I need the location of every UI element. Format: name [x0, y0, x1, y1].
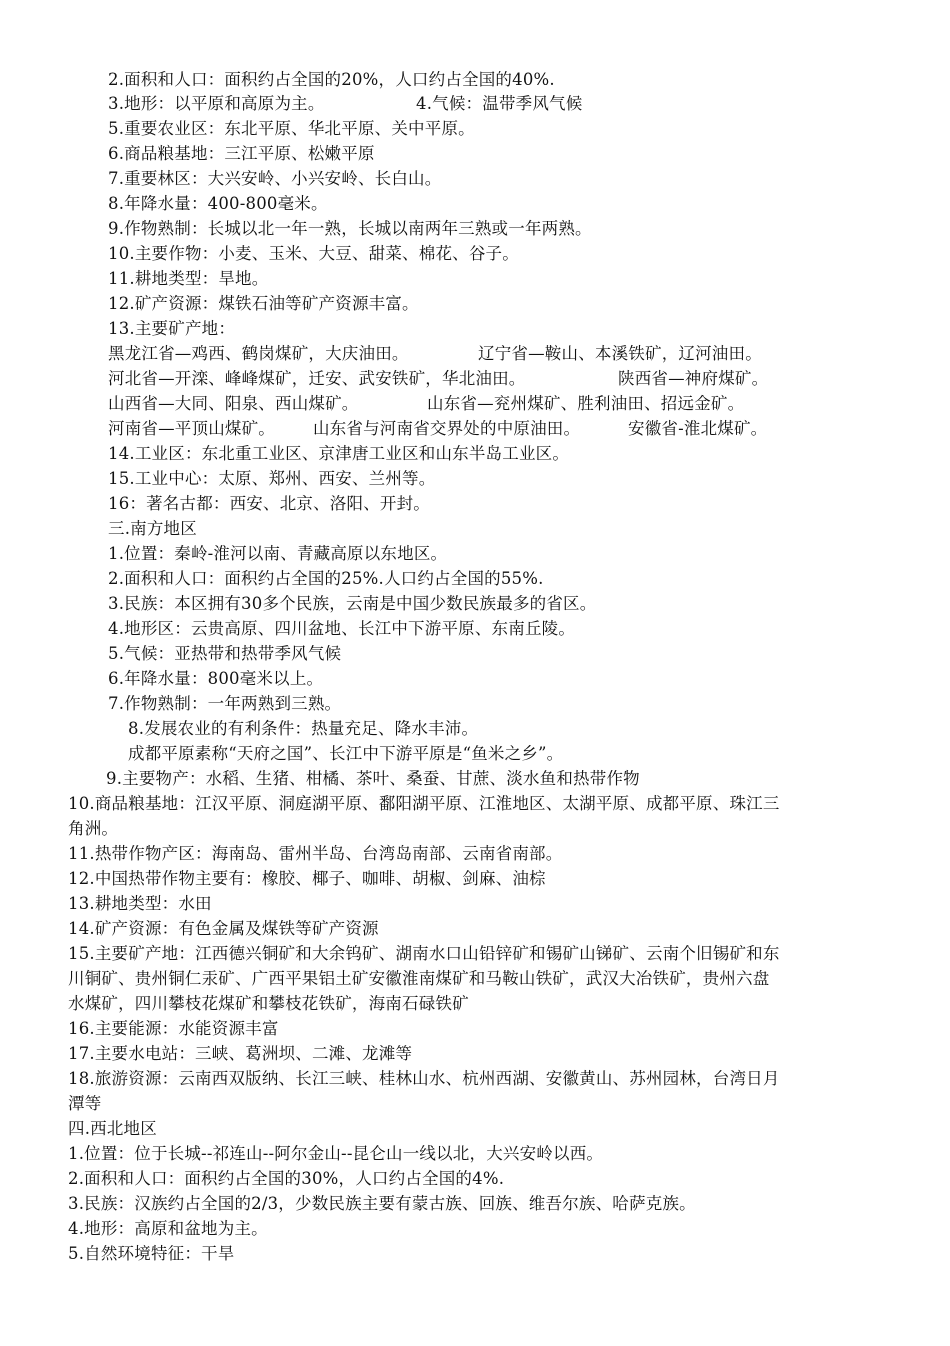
text-line: 10.商品粮基地：江汉平原、洞庭湖平原、鄱阳湖平原、江淮地区、太湖平原、成都平原、珠江三 [68, 794, 780, 813]
text-line: 潭等 [68, 1094, 102, 1113]
text-line: 5.气候：亚热带和热带季风气候 [108, 644, 342, 663]
text-line: 5.自然环境特征：干旱 [68, 1244, 235, 1263]
text-line: 3.民族：本区拥有30多个民族，云南是中国少数民族最多的省区。 [108, 594, 597, 613]
text-line: 山东省与河南省交界处的中原油田。 [313, 419, 581, 438]
text-line: 1.位置：秦岭-淮河以南、青藏高原以东地区。 [108, 544, 448, 563]
text-line: 17.主要水电站：三峡、葛洲坝、二滩、龙滩等 [68, 1044, 413, 1063]
text-line: 河南省—平顶山煤矿。 [108, 419, 275, 438]
text-line: 15.工业中心：太原、郑州、西安、兰州等。 [108, 469, 436, 488]
text-line: 安徽省-淮北煤矿。 [628, 419, 768, 438]
text-line: 山东省—兖州煤矿、胜利油田、招远金矿。 [427, 394, 745, 413]
text-line: 18.旅游资源：云南西双版纳、长江三峡、桂林山水、杭州西湖、安徽黄山、苏州园林，台湾日月 [68, 1069, 780, 1088]
section-heading: 四.西北地区 [68, 1119, 157, 1138]
text-line: 山西省—大同、阳泉、西山煤矿。 [108, 394, 359, 413]
text-line: 4.地形：高原和盆地为主。 [68, 1219, 268, 1238]
text-line: 11.耕地类型：旱地。 [108, 269, 269, 288]
text-line: 15.主要矿产地：江西德兴铜矿和大余钨矿、湖南水口山铅锌矿和锡矿山锑矿、云南个旧锡矿和东 [68, 944, 780, 963]
text-line: 12.中国热带作物主要有：橡胶、椰子、咖啡、胡椒、剑麻、油棕 [68, 869, 546, 888]
text-line: 角洲。 [68, 819, 119, 838]
text-line: 9.主要物产：水稻、生猪、柑橘、茶叶、桑蚕、甘蔗、淡水鱼和热带作物 [106, 769, 640, 788]
text-line: 11.热带作物产区：海南岛、雷州半岛、台湾岛南部、云南省南部。 [68, 844, 563, 863]
text-line: 4.气候：温带季风气候 [416, 94, 583, 113]
text-line: 7.作物熟制：一年两熟到三熟。 [108, 694, 342, 713]
text-line: 1.位置：位于长城--祁连山--阿尔金山--昆仑山一线以北，大兴安岭以西。 [68, 1144, 604, 1163]
text-line: 14.工业区：东北重工业区、京津唐工业区和山东半岛工业区。 [108, 444, 570, 463]
text-line: 4.地形区：云贵高原、四川盆地、长江中下游平原、东南丘陵。 [108, 619, 576, 638]
text-line: 10.主要作物：小麦、玉米、大豆、甜菜、棉花、谷子。 [108, 244, 519, 263]
text-line: 16.主要能源：水能资源丰富 [68, 1019, 279, 1038]
text-line: 14.矿产资源：有色金属及煤铁等矿产资源 [68, 919, 379, 938]
text-line: 8.发展农业的有利条件：热量充足、降水丰沛。 [128, 719, 479, 738]
text-line: 6.商品粮基地：三江平原、松嫩平原 [108, 144, 375, 163]
text-line: 3.地形：以平原和高原为主。 [108, 94, 325, 113]
text-line: 16：著名古都：西安、北京、洛阳、开封。 [108, 494, 430, 513]
text-line: 13.耕地类型：水田 [68, 894, 212, 913]
text-line: 3.民族：汉族约占全国的2/3，少数民族主要有蒙古族、回族、维吾尔族、哈萨克族。 [68, 1194, 696, 1213]
section-heading: 三.南方地区 [108, 519, 197, 538]
text-line: 2.面积和人口：面积约占全国的30%，人口约占全国的4%. [68, 1169, 505, 1188]
text-line: 6.年降水量：800毫米以上。 [108, 669, 324, 688]
text-line: 7.重要林区：大兴安岭、小兴安岭、长白山。 [108, 169, 442, 188]
text-line: 河北省—开滦、峰峰煤矿，迁安、武安铁矿，华北油田。 [108, 369, 526, 388]
text-line: 川铜矿、贵州铜仁汞矿、广西平果铝土矿安徽淮南煤矿和马鞍山铁矿，武汉大冶铁矿，贵州六盘 [68, 969, 770, 988]
text-line: 黑龙江省—鸡西、鹤岗煤矿，大庆油田。 [108, 344, 409, 363]
text-line: 5.重要农业区：东北平原、华北平原、关中平原。 [108, 119, 475, 138]
text-line: 陕西省—神府煤矿。 [618, 369, 769, 388]
text-line: 13.主要矿产地： [108, 319, 236, 338]
text-line: 8.年降水量：400-800毫米。 [108, 194, 328, 213]
text-line: 2.面积和人口：面积约占全国的25%.人口约占全国的55%. [108, 569, 544, 588]
text-line: 2.面积和人口：面积约占全国的20%，人口约占全国的40%. [108, 70, 555, 89]
text-line: 水煤矿，四川攀枝花煤矿和攀枝花铁矿，海南石碌铁矿 [68, 994, 469, 1013]
text-line: 9.作物熟制：长城以北一年一熟，长城以南两年三熟或一年两熟。 [108, 219, 592, 238]
text-line: 辽宁省—鞍山、本溪铁矿，辽河油田。 [478, 344, 762, 363]
text-line: 成都平原素称“天府之国”、长江中下游平原是“鱼米之乡”。 [128, 744, 564, 763]
text-line: 12.矿产资源：煤铁石油等矿产资源丰富。 [108, 294, 419, 313]
